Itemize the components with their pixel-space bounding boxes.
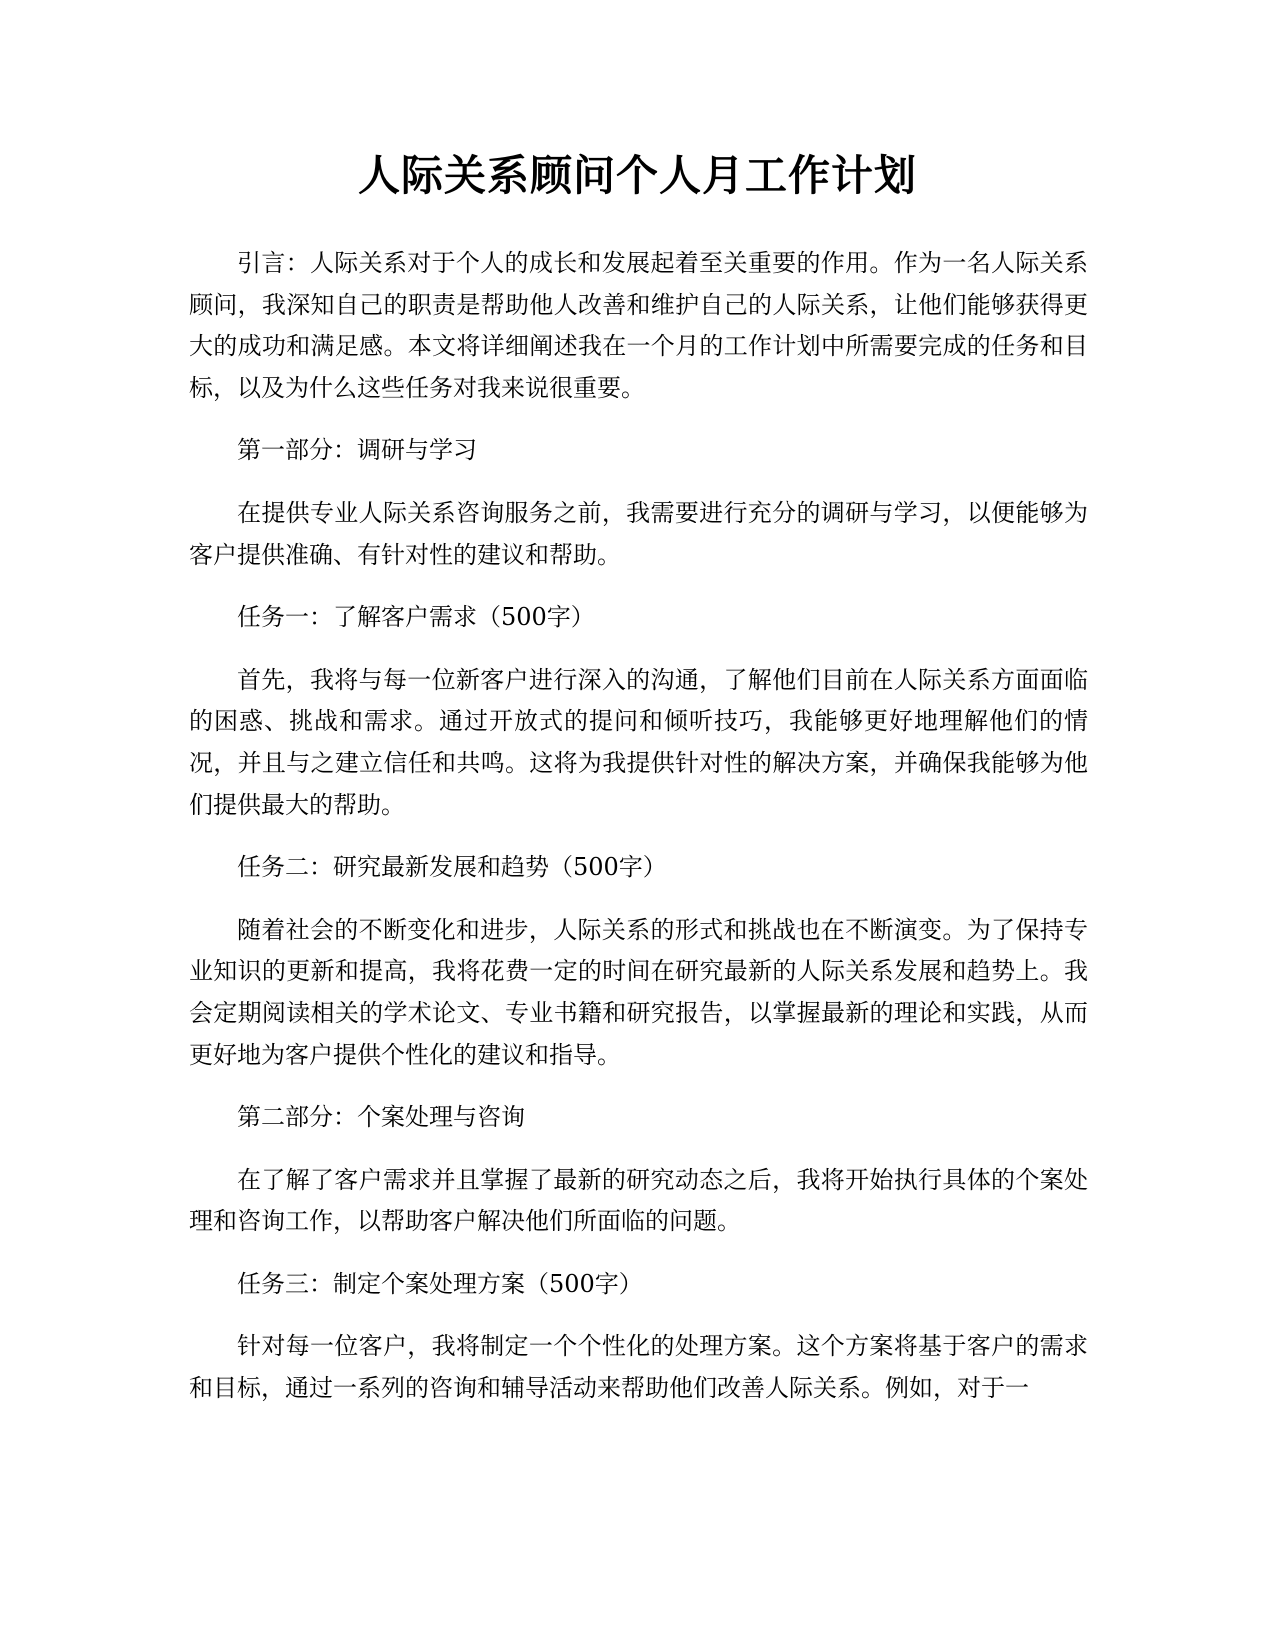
paragraph: 在了解了客户需求并且掌握了最新的研究动态之后，我将开始执行具体的个案处理和咨询工作，以帮助客户解决他们所面临的问题。 [189,1165,1088,1236]
paragraph: 首先，我将与每一位新客户进行深入的沟通，了解他们目前在人际关系方面面临的困惑、挑战和需求。通过开放式的提问和倾听技巧，我能够更好地理解他们的情况，并且与之建立信任和共鸣。这将为我提供针对性的解决方案，并确保我能够为他们提供最大的帮助。 [189,665,1088,819]
paragraph: 随着社会的不断变化和进步，人际关系的形式和挑战也在不断演变。为了保持专业知识的更新和提高，我将花费一定的时间在研究最新的人际关系发展和趋势上。我会定期阅读相关的学术论文、专业书籍和研究报告，以掌握最新的理论和实践，从而更好地为客户提供个性化的建议和指导。 [189,915,1088,1069]
document-body [189,243,1088,1410]
paragraph: 针对每一位客户，我将制定一个个性化的处理方案。这个方案将基于客户的需求和目标，通过一系列的咨询和辅导活动来帮助他们改善人际关系。例如，对于一 [189,1332,1088,1403]
paragraph: 在提供专业人际关系咨询服务之前，我需要进行充分的调研与学习，以便能够为客户提供准确、有针对性的建议和帮助。 [189,498,1088,569]
task-heading-three: 任务三：制定个案处理方案（500字） [237,1269,643,1298]
section-heading-part-one: 第一部分：调研与学习 [237,436,477,465]
section-heading-part-two: 第二部分：个案处理与咨询 [237,1103,525,1132]
task-heading-two: 任务二：研究最新发展和趋势（500字） [237,853,667,882]
task-heading-one: 任务一：了解客户需求（500字） [237,603,595,632]
document-title: 人际关系顾问个人月工作计划 [357,151,917,200]
intro-paragraph: 引言：人际关系对于个人的成长和发展起着至关重要的作用。作为一名人际关系顾问，我深知自己的职责是帮助他人改善和维护自己的人际关系，让他们能够获得更大的成功和满足感。本文将详细阐述我在一个月的工作计划中所需要完成的任务和目标，以及为什么这些任务对我来说很重要。 [189,249,1088,402]
